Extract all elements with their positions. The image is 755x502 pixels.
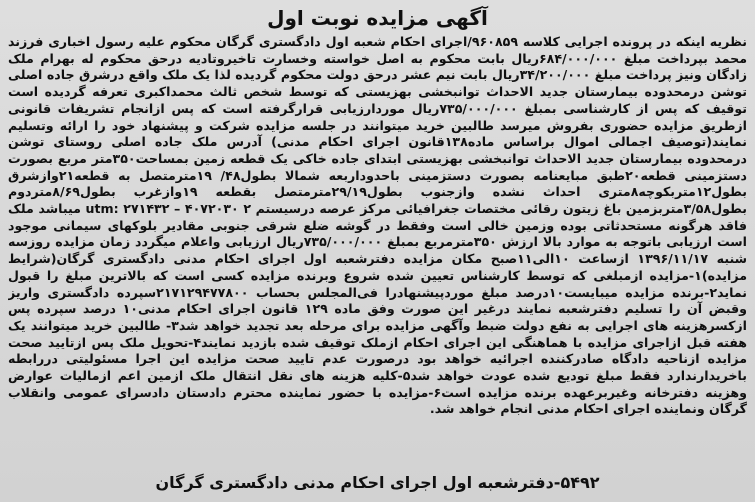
notice-body: نظریه اینکه در پرونده اجرایی کلاسه ۹۶۰۸۵۹/اجرای احکام شعبه اول دادگستری گرگان محکوم علیه رسول اخباری فرزند محمد بپرداخت مبلغ ۶۸۴/۰۰۰/۰۰۰ریال بابت محکوم به اصل خواسته وخسارت تاخیروتادیه درحق محکوم له بهرام ملک زادگان ونیز پرداخت مبلغ ۳۴/۲۰۰/۰۰۰ریال بابت نیم عشر درحق دولت محکوم گردیده لذا یک ملک واقع درشرق جاده اصلی توشن درمحدوده بیمارستان جدید الاحداث توانبخشی بهزیستی که توسط شخص ثالث محمداکبری تعرفه گردیده است توقیف که پس از کارشناسی بمبلغ ۷۳۵/۰۰۰/۰۰۰ریال موردارزیابی قرارگرفته است که پس ازانجام تشریفات قانونی ازطریق مزایده حضوری بفروش میرسد طالبین خرید میتوانند در جلسه مزایده شرکت و پیشنهاد خود را ارائه وتسلیم نمایند(توصیف اجمالی اموال براساس ماده۱۳۸قانون اجرای احکام مدنی) آدرس ملک جاده اصلی روستای توشن درمحدوده بیمارستان جدید الاحداث توانبخشی بهزیستی ابتدای جاده خاکی یک قطعه زمین بمساحت۳۵۰متر مربع بصورت دستزمینی قطعه۲۰طبق مبایعنامه بصورت دستزمینی باحدوداربعه شمالا بطول۴۸/ ۱۹مترمتصل به قطعه۲۱وازشرق بطول۱۲متربکوچه۸متری احداث نشده وازجنوب بطول۲۹/۱۹مترمتصل بقطعه ۱۹وازغرب بطول۸/۶۹متردوم بطول۳/۵۸متربزمین باغ زیتون رقائی مختصات جغرافیائی مرکز عرصه درسیستم utm: ۲۷۱۴۳۲ – ۴۰۷۲۰۳۰ ۲ میباشد ملک فاقد هرگونه مستحدثاتی بوده وزمین خالی است وفقط در گوشه ضلع شرقی جنوبی مقادیر بلوکهای سیمانی موجود است ارزیابی باتوجه به موارد بالا ارزش ۳۵۰مترمربع بمبلغ ۷۳۵/۰۰۰/۰۰۰ریال ارزیابی واعلام میگردد زمان مزایده روزسه شنبه ۱۳۹۶/۱۱/۱۷ ازساعت ۱۰الی۱۱صبح مکان مزایده دفترشعبه اول اجرای احکام مدنی دادگستری گرگان(شرایط مزایده)۱-مزایده ازمبلغی که توسط کارشناس تعیین شده شروع وبرنده مزایده کسی است که بالاترین مبلغ را قبول نماید۲-برنده مزایده میبایست۱۰درصد مبلغ موردپیشنهادرا فی‌المجلس بحساب ۲۱۷۱۲۹۴۷۷۸۰۰سپرده دادگستری واریز وقبض آن را تسلیم دفترشعبه نمایند درغیر این صورت وفق ماده ۱۲۹ قانون اجرای احکام مدنی۱۰ درصد سپرده پس ازکسرهزینه های اجرایی به نفع دولت ضبط وآگهی مزایده برای مرحله بعد تجدید خواهد شد۳- طالبین خرید میتوانند یک هفته قبل ازاجرای مزایده با هماهنگی این اجرای احکام ازملک توقیف شده بازدید نمایند۴-تحویل ملک پس ازتایید صحت مزایده ازناحیه دادگاه صادرکننده اجرائیه خواهد بود درصورت عدم تایید صحت مزایده این اجرا مسئولیتی دررابطه باخریدارندارد فقط مبلغ تودیع شده عودت خواهد شد۵-کلیه هزینه های نقل انتقال ملک ازمین اعم ازمالیات عوارض وهزینه دفترخانه وغیربرعهده برنده مزایده است۶-مزایده با حضور نماینده محترم دادستان دادسرای عمومی وانقلاب گرگان ونماینده اجرای احکام مدنی انجام خواهد شد. [8, 34, 747, 417]
notice-footer: ۵۴۹۲-دفترشعبه اول اجرای احکام مدنی دادگستری گرگان [155, 473, 600, 492]
notice-title: آگهی مزایده نوبت اول [267, 6, 488, 30]
